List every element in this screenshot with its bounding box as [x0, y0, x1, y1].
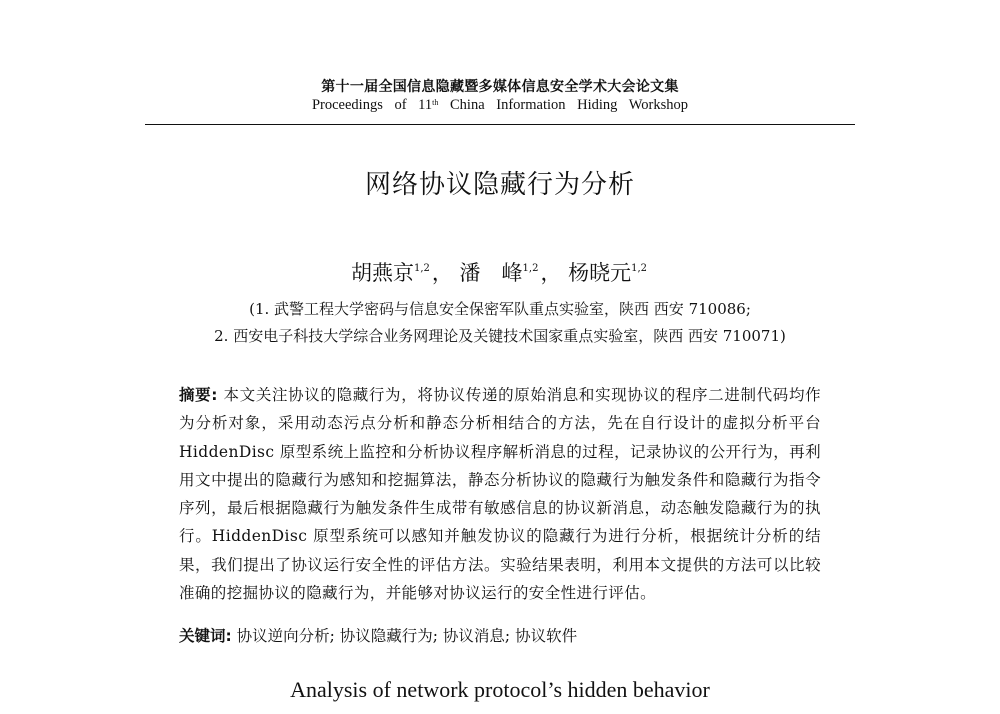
keywords-text: 协议逆向分析; 协议隐藏行为; 协议消息; 协议软件 [231, 627, 578, 645]
abstract-label: 摘要: [179, 386, 218, 404]
english-title: Analysis of network protocol’s hidden behavior [290, 677, 710, 702]
header-english: Proceedings of 11th China Information Hiding Workshop [311, 97, 689, 113]
author-name: 胡燕京 [350, 261, 414, 285]
affiliation-1: (1. 武警工程大学密码与信息安全保密军队重点实验室，陕西 西安 710086; [249, 300, 751, 318]
keywords [179, 622, 821, 650]
header-chinese: 第十一届全国信息隐藏暨多媒体信息安全学术大会论文集 [321, 79, 679, 95]
abstract [179, 381, 821, 607]
author-affiliation-mark: 1,2 [631, 263, 648, 274]
header-rule [145, 124, 855, 125]
keywords-label: 关键词: [179, 627, 232, 645]
author-name: 杨晓元 [568, 261, 632, 285]
affiliation-2: 2. 西安电子科技大学综合业务网理论及关键技术国家重点实验室，陕西 西安 710071) [214, 327, 786, 345]
author-affiliation-mark: 1,2 [522, 263, 539, 274]
proceedings-header [0, 78, 1000, 114]
author-line: 胡燕京$^{1,2}$， 潘 峰$^{1,2}$， 杨晓元$^{1,2}$ [350, 261, 648, 285]
abstract-text: 本文关注协议的隐藏行为，将协议传递的原始消息和实现协议的程序二进制代码均作为分析对象，采用动态污点分析和静态分析相结合的方法，先在自行设计的虚拟分析平台 HiddenDisc 原型系统上监控和分析协议程序解析消息的过程，记录协议的公开行为，再利用文中提出的隐藏行为感知和挖掘算法，静态分析协议的隐藏行为触发条件和隐藏行为指令序列，最后根据隐藏行为触发条件生成带有敏感信息的协议新消息，动态触发隐藏行为的执行。HiddenDisc 原型系统可以感知并触发协议的隐藏行为进行分析，根据统计分析的结果，我们提出了协议运行安全性的评估方法。实验结果表明，利用本文提供的方法可以比较准确的挖掘协议的隐藏行为，并能够对协议运行的安全性进行评估。 [179, 386, 821, 603]
author-affiliation-mark: 1,2 [413, 263, 430, 274]
author-name: 潘 峰 [459, 261, 523, 285]
paper-title: 网络协议隐藏行为分析 [364, 170, 635, 200]
